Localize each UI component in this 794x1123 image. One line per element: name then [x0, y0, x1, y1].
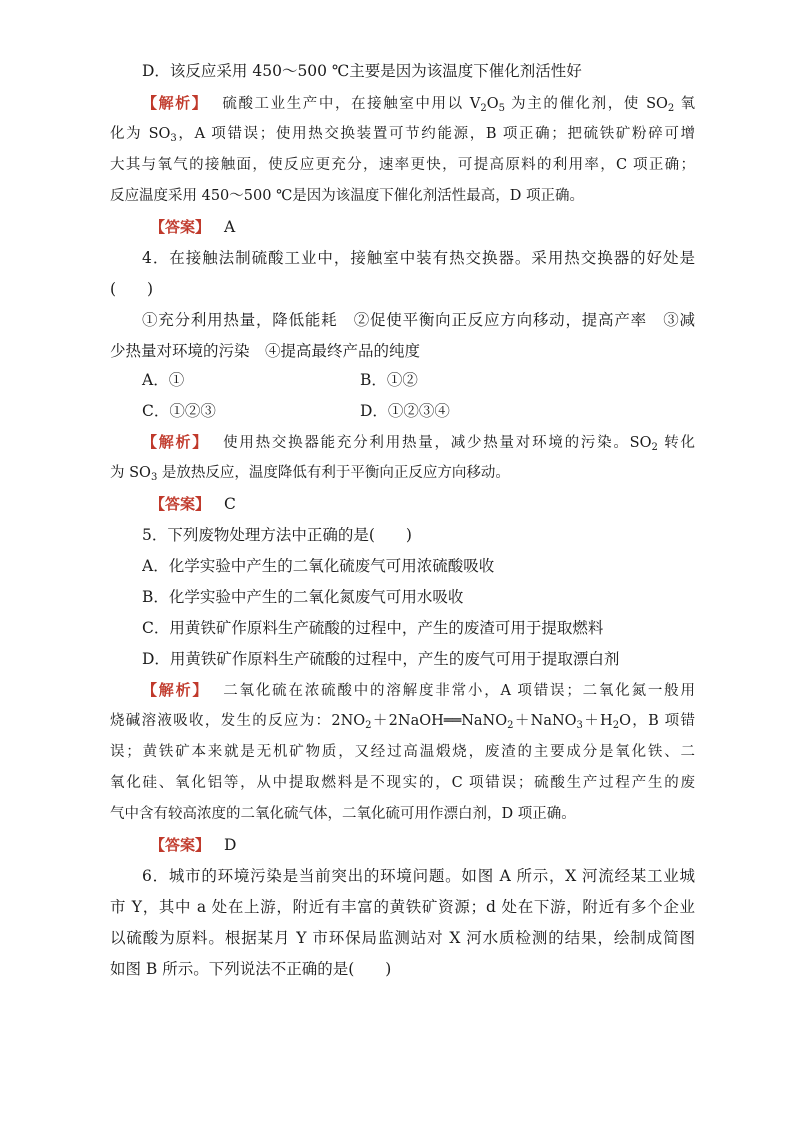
- analysis-tag: 【解析】: [142, 94, 209, 112]
- answer-tag: 【答案】: [150, 495, 211, 513]
- q6-stem-line-2: 市 Y，其中 a 处在上游，附近有丰富的黄铁矿资源；d 处在下游，附近有多个企业: [110, 898, 695, 916]
- answer-tag: 【答案】: [150, 218, 211, 236]
- q5-analysis-line-4: 氧化硅、氧化铝等，从中提取燃料是不现实的，C 项错误；硫酸生产过程产生的废: [110, 775, 695, 791]
- q5-answer: [150, 835, 695, 855]
- q3-analysis-line-1: 【解析】 硫酸工业生产中，在接触室中用以 $V_2O_5$ 为主的催化剂，使 $SO_2$ 氧: [142, 94, 695, 114]
- q4-analysis-line-1: 【解析】 使用热交换器能充分利用热量，减少热量对环境的污染。$SO_2$ 转化: [142, 433, 695, 453]
- q4-answer: [150, 494, 695, 514]
- q4-stem-line-4: 少热量对环境的污染 ④提高最终产品的纯度: [110, 342, 421, 360]
- q5-option-a: A．化学实验中产生的二氧化硫废气可用浓硫酸吸收: [142, 557, 495, 575]
- q4-analysis-line-2: 为 $SO_3$ 是放热反应，温度降低有利于平衡向正反应方向移动。: [110, 465, 510, 483]
- answer-tag: 【答案】: [150, 836, 211, 854]
- q3-answer: [150, 217, 695, 237]
- q6-stem-line-1: 6．城市的环境污染是当前突出的环境问题。如图 A 所示，X 河流经某工业城: [142, 867, 695, 885]
- q4-option-d: D．①②③④: [360, 402, 450, 420]
- q4-stem-line-3: ①充分利用热量，降低能耗 ②促使平衡向正反应方向移动，提高产率 ③减: [142, 311, 695, 329]
- q5-option-c: C．用黄铁矿作原料生产硫酸的过程中，产生的废渣可用于提取燃料: [142, 619, 604, 637]
- q4-option-c: C．①②③: [142, 402, 216, 420]
- q6-stem-line-3: 以硫酸为原料。根据某月 Y 市环保局监测站对 X 河水质检测的结果，绘制成简图: [110, 929, 695, 947]
- q4-option-a: A．①: [142, 371, 185, 389]
- q5-stem: 5．下列废物处理方法中正确的是( ): [142, 526, 412, 544]
- q5-option-b: B．化学实验中产生的二氧化氮废气可用水吸收: [142, 588, 464, 606]
- answer-value: D: [224, 836, 237, 854]
- analysis-tag: 【解析】: [142, 681, 210, 699]
- q4-option-b: B．①②: [360, 371, 418, 389]
- q3-option-d: D．该反应采用 450～500 ℃主要是因为该温度下催化剂活性好: [142, 62, 582, 80]
- q5-analysis-line-1: 【解析】 二氧化硫在浓硫酸中的溶解度非常小，A 项错误；二氧化氮一般用: [142, 681, 695, 699]
- q5-analysis-line-2: 烧碱溶液吸收，发生的反应为：$2NO_2+2NaOH══NaNO_2+NaNO_3+H_2O$，B 项错: [110, 713, 695, 731]
- q3-analysis-line-4: 反应温度采用 450～500 ℃是因为该温度下催化剂活性最高，D 项正确。: [110, 188, 585, 204]
- q6-stem-line-4: 如图 B 所示。下列说法不正确的是( ): [110, 960, 392, 978]
- q5-option-d: D．用黄铁矿作原料生产硫酸的过程中，产生的废气可用于提取漂白剂: [142, 650, 620, 668]
- answer-value: C: [224, 495, 236, 513]
- analysis-tag: 【解析】: [142, 433, 210, 451]
- q4-stem-line-2: ( ): [110, 280, 154, 298]
- q5-analysis-line-3: 误；黄铁矿本来就是无机矿物质，又经过高温煅烧，废渣的主要成分是氧化铁、二: [110, 744, 695, 760]
- answer-value: A: [224, 218, 236, 236]
- q4-stem-line-1: 4．在接触法制硫酸工业中，接触室中装有热交换器。采用热交换器的好处是: [142, 249, 695, 267]
- q3-analysis-line-3: 大其与氧气的接触面，使反应更充分，速率更快，可提高原料的利用率，C 项正确；: [110, 157, 695, 173]
- q5-analysis-line-5: 气中含有较高浓度的二氧化硫气体，二氧化硫可用作漂白剂，D 项正确。: [110, 806, 576, 822]
- q3-analysis-line-2: 化为 $SO_3$，A 项错误；使用热交换装置可节约能源，B 项正确；把硫铁矿粉碎可增: [110, 126, 695, 144]
